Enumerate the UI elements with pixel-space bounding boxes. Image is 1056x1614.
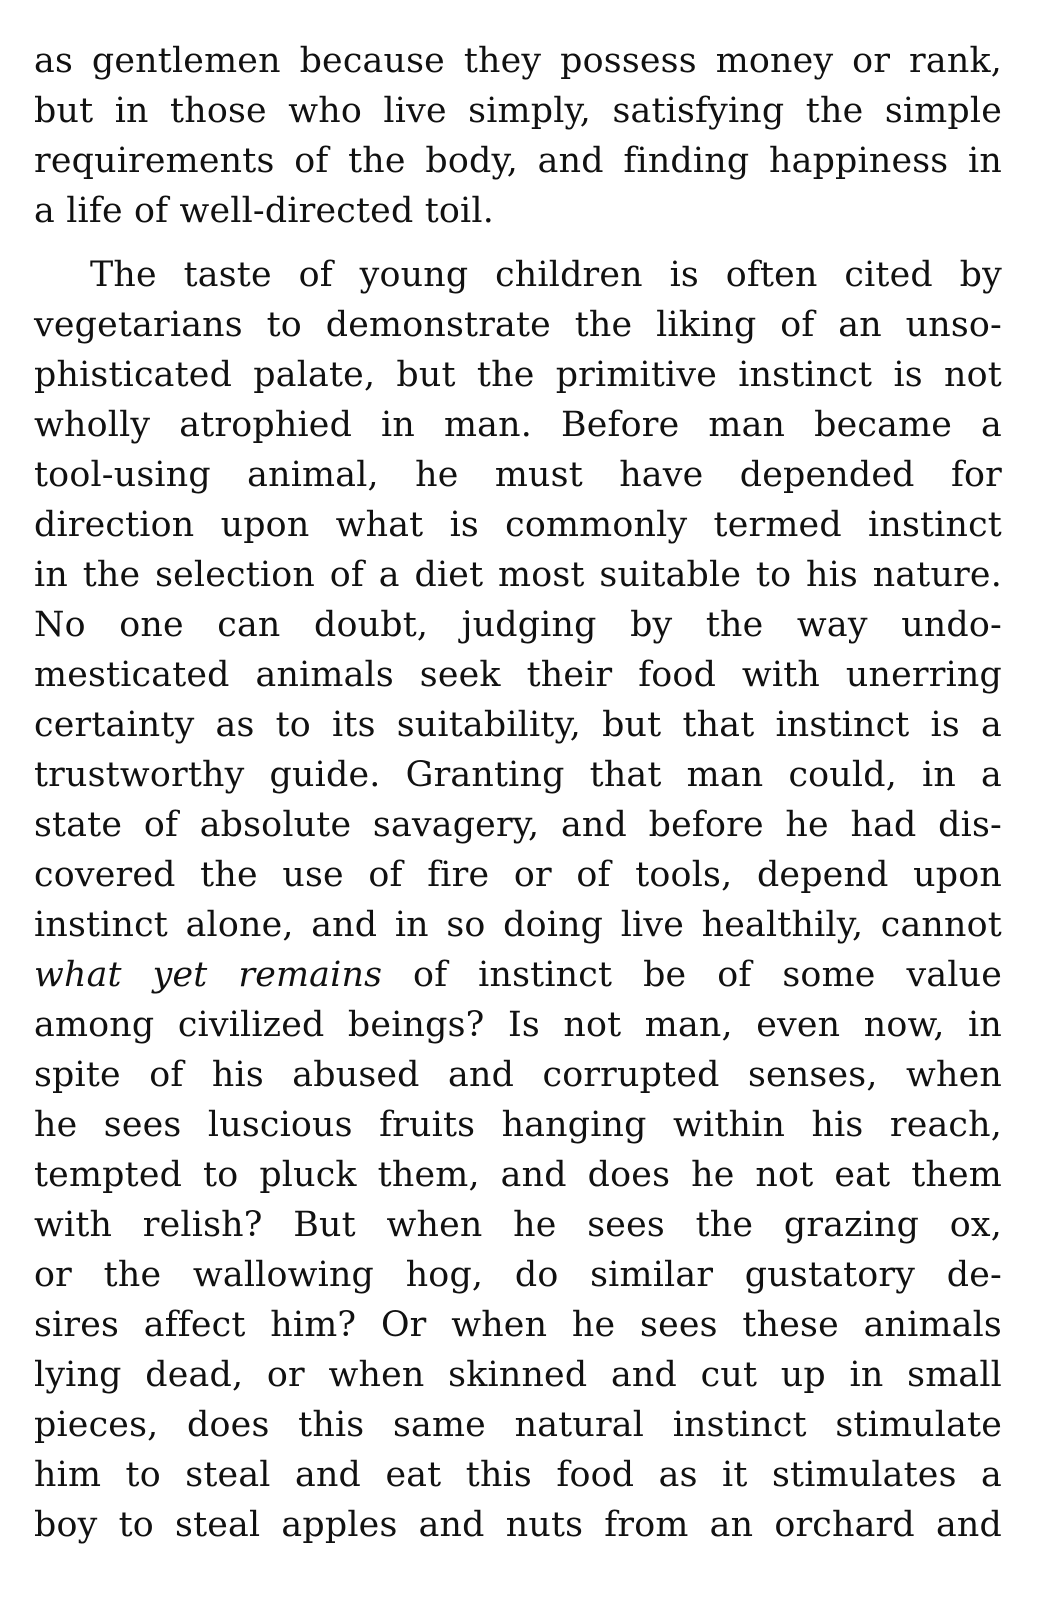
text-line: mesticated animals seek their food with unerring xyxy=(34,655,1002,695)
text-line: pieces, does this same natural instinct stimulate xyxy=(34,1405,1002,1445)
text-line: sires affect him? Or when he sees these animals xyxy=(34,1305,1002,1345)
text-line: covered the use of fire or of tools, depend upon xyxy=(34,855,1002,895)
text-line: state of absolute savagery, and before he had dis- xyxy=(34,805,1002,845)
text-line: requirements of the body, and finding happiness in xyxy=(34,141,1002,181)
text-line-remainder: of instinct be of some value xyxy=(382,955,1002,995)
paragraph-main xyxy=(34,250,1002,1590)
text-line: direction upon what is commonly termed instinct xyxy=(34,505,1002,545)
text-line: a life of well-directed toil. xyxy=(34,191,494,231)
italic-emphasis: what yet remains xyxy=(34,955,383,995)
text-line: The taste of young children is often cited by xyxy=(90,255,1002,295)
text-line: but in those who live simply, satisfying the simple xyxy=(34,91,1002,131)
text-line: phisticated palate, but the primitive instinct is not xyxy=(34,355,1002,395)
text-line: tool-using animal, he must have depended for xyxy=(34,455,1002,495)
text-line: with relish? But when he sees the grazing ox, xyxy=(34,1205,1002,1245)
text-line-italic-phrase xyxy=(34,950,1002,1000)
text-line: as gentlemen because they possess money or rank, xyxy=(34,41,1002,81)
text-line: boy to steal apples and nuts from an orchard and xyxy=(34,1505,1002,1545)
text-line: he sees luscious fruits hanging within his reach, xyxy=(34,1105,1002,1145)
text-line: tempted to pluck them, and does he not eat them xyxy=(34,1155,1002,1195)
text-line: trustworthy guide. Granting that man could, in a xyxy=(34,755,1002,795)
text-line: wholly atrophied in man. Before man became a xyxy=(34,405,1002,445)
text-line: him to steal and eat this food as it stimulates a xyxy=(34,1455,1002,1495)
text-line: among civilized beings? Is not man, even now, in xyxy=(34,1005,1002,1045)
text-line: No one can doubt, judging by the way undo- xyxy=(34,605,1002,645)
text-line: certainty as to its suitability, but that instinct is a xyxy=(34,705,1002,745)
text-line: in the selection of a diet most suitable to his nature. xyxy=(34,555,1002,595)
text-line: spite of his abused and corrupted senses, when xyxy=(34,1055,1002,1095)
paragraph-continuation xyxy=(34,36,1002,236)
text-line: instinct alone, and in so doing live healthily, cannot xyxy=(34,905,1002,945)
text-line: vegetarians to demonstrate the liking of an unso- xyxy=(34,305,1002,345)
text-line: or the wallowing hog, do similar gustatory de- xyxy=(34,1255,1002,1295)
text-line: lying dead, or when skinned and cut up in small xyxy=(34,1355,1002,1395)
